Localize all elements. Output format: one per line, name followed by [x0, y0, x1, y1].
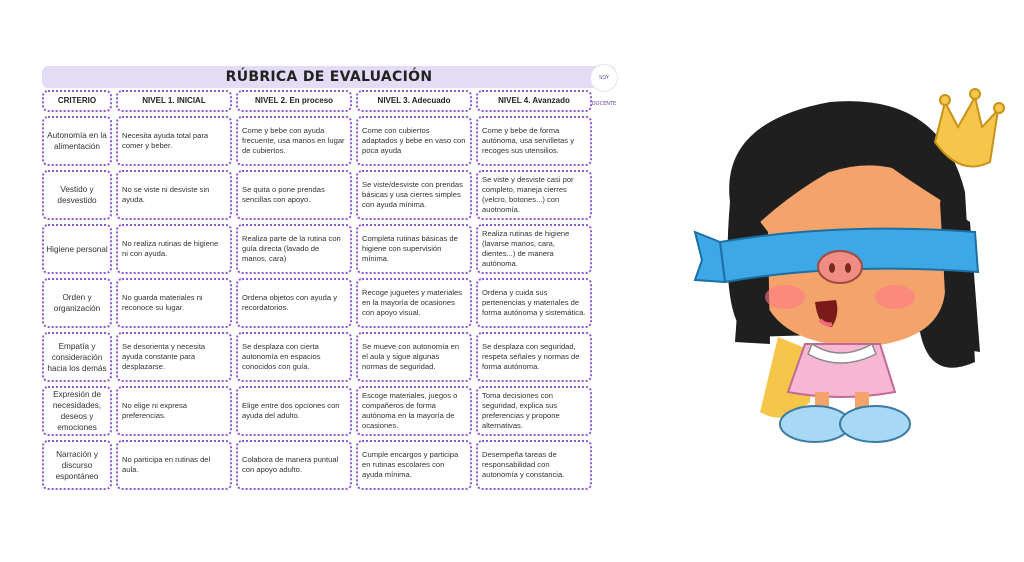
nivel-1-cell: No realiza rutinas de higiene ni con ayuda. — [116, 224, 232, 274]
nivel-2-cell: Come y bebe con ayuda frecuente, usa manos en lugar de cubiertos. — [236, 116, 352, 166]
blindfolded-girl-illustration — [690, 82, 1020, 447]
criterio-cell: Narración y discurso espontáneo — [42, 440, 112, 490]
dress — [788, 344, 895, 397]
nivel-2-cell: Realiza parte de la rutina con guía directa (lavado de manos, cara) — [236, 224, 352, 274]
nivel-4-cell: Desempeña tareas de responsabilidad con autonomía y constancia. — [476, 440, 592, 490]
nivel-1-cell: No participa en rutinas del aula. — [116, 440, 232, 490]
nivel-4-cell: Realiza rutinas de higiene (lavarse manos, cara, dientes...) de manera autónoma. — [476, 224, 592, 274]
header-nivel-3: NIVEL 3. Adecuado — [356, 90, 472, 112]
page-title: RÚBRICA DE EVALUACIÓN — [225, 69, 433, 85]
criterio-cell: Autonomía en la alimentación — [42, 116, 112, 166]
nivel-1-cell: Se desorienta y necesita ayuda constante para desplazarse. — [116, 332, 232, 382]
nivel-4-cell: Toma decisiones con seguridad, explica sus preferencias y propone alternativas. — [476, 386, 592, 436]
criterio-cell: Expresión de necesidades, deseos y emociones — [42, 386, 112, 436]
nivel-3-cell: Se mueve con autonomía en el aula y sigue algunas normas de seguridad. — [356, 332, 472, 382]
nivel-4-cell: Se viste y desviste casi por completo, maneja cierres (velcro, botones...) con auotnomía. — [476, 170, 592, 220]
brand-logo — [590, 64, 618, 107]
header-nivel-1: NIVEL 1. INICIAL — [116, 90, 232, 112]
nivel-3-cell: Completa rutinas básicas de higiene con supervisión mínima. — [356, 224, 472, 274]
title-bar — [42, 66, 616, 88]
nostril — [845, 263, 851, 273]
cheek — [765, 285, 805, 309]
nivel-1-cell: No se viste ni desviste sin ayuda. — [116, 170, 232, 220]
rubric-grid — [42, 90, 616, 494]
criterio-cell: Higiene personal — [42, 224, 112, 274]
logo-text: SOY DOCENTE — [591, 75, 617, 107]
nivel-3-cell: Come con cubiertos adaptados y bebe en vaso con poca ayuda — [356, 116, 472, 166]
shoe — [840, 406, 910, 442]
nivel-1-cell: No elige ni expresa preferencias. — [116, 386, 232, 436]
nivel-2-cell: Se quita o pone prendas sencillas con apoyo. — [236, 170, 352, 220]
nivel-2-cell: Ordena objetos con ayuda y recordatorios. — [236, 278, 352, 328]
nivel-2-cell: Colabora de manera puntual con apoyo adulto. — [236, 440, 352, 490]
nivel-1-cell: Necesita ayuda total para comer y beber. — [116, 116, 232, 166]
header-nivel-4: NIVEL 4. Avanzado — [476, 90, 592, 112]
header-nivel-2: NIVEL 2. En proceso — [236, 90, 352, 112]
criterio-cell: Empatía y consideración hacia los demás — [42, 332, 112, 382]
criterio-cell: Orden y organización — [42, 278, 112, 328]
nivel-3-cell: Se viste/desviste con prendas básicas y usa cierres simples con ayuda mínima. — [356, 170, 472, 220]
nivel-4-cell: Ordena y cuida sus pertenencias y materiales de forma autónoma y sistemática. — [476, 278, 592, 328]
nivel-2-cell: Elige entre dos opciones con ayuda del adulto. — [236, 386, 352, 436]
nivel-3-cell: Escoge materiales, juegos o compañeros de forma autónoma en la mayoría de ocasiones. — [356, 386, 472, 436]
nostril — [829, 263, 835, 273]
crown-jewel — [970, 89, 980, 99]
blindfold-knot — [695, 232, 725, 282]
nivel-1-cell: No guarda materiales ni reconoce su lugar. — [116, 278, 232, 328]
rubric-table — [42, 66, 616, 494]
nivel-3-cell: Recoge juguetes y materiales en la mayoría de ocasiones con apoyo visual. — [356, 278, 472, 328]
header-criterio: CRITERIO — [42, 90, 112, 112]
nivel-2-cell: Se desplaza con cierta autonomía en espacios conocidos con guía. — [236, 332, 352, 382]
nose — [818, 251, 862, 283]
crown-jewel — [940, 95, 950, 105]
nivel-4-cell: Se desplaza con seguridad, respeta señales y normas de forma autónoma. — [476, 332, 592, 382]
nivel-4-cell: Come y bebe de forma autónoma, usa servilletas y recoges sus utensilios. — [476, 116, 592, 166]
cheek — [875, 285, 915, 309]
crown-jewel — [994, 103, 1004, 113]
nivel-3-cell: Cumple encargos y participa en rutinas escolares con ayuda mínima. — [356, 440, 472, 490]
criterio-cell: Vestido y desvestido — [42, 170, 112, 220]
